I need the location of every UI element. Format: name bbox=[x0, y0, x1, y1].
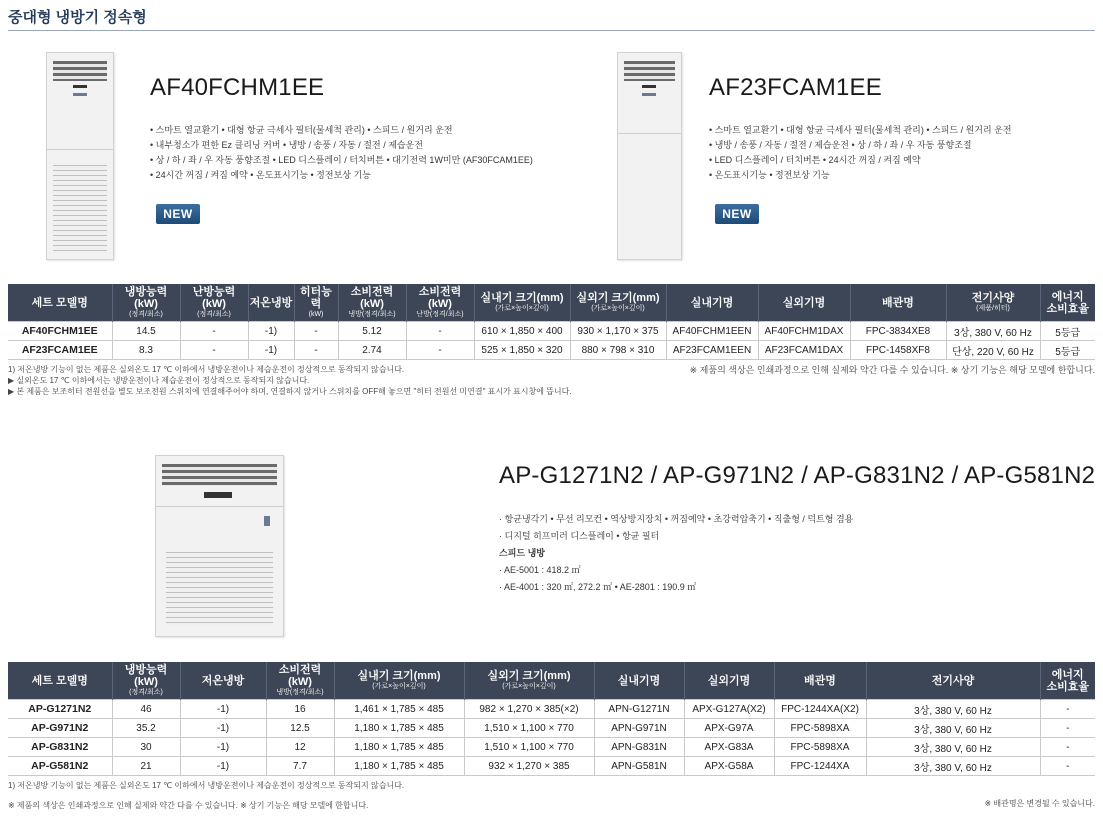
cell: 982 × 1,270 × 385(×2) bbox=[464, 700, 594, 719]
cell: 2.74 bbox=[338, 341, 406, 360]
footnote-line: 1) 저온냉방 기능이 없는 제품은 실외온도 17 ℃ 이하에서 냉방운전이나 제습운전이 정상적으로 동작되지 않습니다. bbox=[8, 781, 405, 790]
product-model-name: AF23FCAM1EE bbox=[709, 74, 882, 101]
cell: APX-G83A bbox=[684, 738, 774, 757]
disclaimer-note: ※ 제품의 색상은 인쇄과정으로 인해 실제와 약간 다를 수 있습니다. ※ 상기 기능은 해당 모델에 한합니다. bbox=[689, 365, 1095, 375]
cell: 3상, 380 V, 60 Hz bbox=[866, 719, 1040, 738]
cell: FPC-3834XE8 bbox=[850, 322, 946, 341]
pipe-note: ※ 배관명은 변경될 수 있습니다. bbox=[984, 799, 1095, 808]
spec-table-bottom bbox=[8, 662, 1095, 776]
product-feature-list bbox=[150, 123, 533, 183]
col-header-cooling: 냉방능력(kW) (정격/최소) bbox=[112, 662, 180, 700]
cell: - bbox=[294, 322, 338, 341]
col-header-model: 세트 모델명 bbox=[8, 662, 112, 700]
cell: FPC-1244XA bbox=[774, 757, 866, 776]
cell: 5등급 bbox=[1040, 322, 1095, 341]
col-header-low-temp: 저온냉방 bbox=[180, 662, 266, 700]
product-image-af23fcam1ee bbox=[617, 52, 682, 260]
col-header-outdoor-size: 실외기 크기(mm) (가로×높이×깊이) bbox=[464, 662, 594, 700]
table-row bbox=[8, 341, 1095, 360]
feature-line: • 스마트 열교환기 • 대형 항균 극세사 필터(물세척 관리) • 스피드 / 원거리 운전 bbox=[150, 125, 453, 135]
cell: -1) bbox=[248, 322, 294, 341]
cell: 525 × 1,850 × 320 bbox=[474, 341, 570, 360]
cell: 30 bbox=[112, 738, 180, 757]
cell: APN-G1271N bbox=[594, 700, 684, 719]
footnote-line: 1) 저온냉방 기능이 없는 제품은 실외온도 17 ℃ 이하에서 냉방운전이나 제습운전이 정상적으로 동작되지 않습니다. bbox=[8, 365, 405, 374]
cell-model: AF23FCAM1EE bbox=[8, 341, 112, 360]
cell: 16 bbox=[266, 700, 334, 719]
cell-model: AP-G581N2 bbox=[8, 757, 112, 776]
cell: -1) bbox=[180, 719, 266, 738]
cell: 1,180 × 1,785 × 485 bbox=[334, 757, 464, 776]
col-header-power-cool: 소비전력(kW) 냉방(정격/최소) bbox=[266, 662, 334, 700]
cell: 930 × 1,170 × 375 bbox=[570, 322, 666, 341]
cell: 21 bbox=[112, 757, 180, 776]
col-header-model: 세트 모델명 bbox=[8, 284, 112, 322]
col-header-indoor-size: 실내기 크기(mm) (가로×높이×깊이) bbox=[474, 284, 570, 322]
cell: 1,461 × 1,785 × 485 bbox=[334, 700, 464, 719]
cell: APX-G58A bbox=[684, 757, 774, 776]
cell: - bbox=[294, 341, 338, 360]
cell: 8.3 bbox=[112, 341, 180, 360]
cell: 46 bbox=[112, 700, 180, 719]
cell: - bbox=[1040, 700, 1095, 719]
table-row bbox=[8, 700, 1095, 719]
cell: 932 × 1,270 × 385 bbox=[464, 757, 594, 776]
col-header-indoor-size: 실내기 크기(mm) (가로×높이×깊이) bbox=[334, 662, 464, 700]
cell: FPC-5898XA bbox=[774, 719, 866, 738]
disclaimer-note: ※ 제품의 색상은 인쇄과정으로 인해 실제와 약간 다를 수 있습니다. ※ 상기 기능은 해당 모델에 한합니다. bbox=[8, 801, 369, 810]
cell: 3상, 380 V, 60 Hz bbox=[946, 322, 1040, 341]
cell: 3상, 380 V, 60 Hz bbox=[866, 738, 1040, 757]
cell: - bbox=[1040, 757, 1095, 776]
cell: - bbox=[406, 322, 474, 341]
cell-model: AF40FCHM1EE bbox=[8, 322, 112, 341]
footnote-line: ▶ 본 제품은 보조히터 전원선을 별도 보조전원 스위치에 연결해주어야 하며, 연결하지 않거나 스위치를 OFF해 놓으면 "히터 전원선 미연결" 표시가 표시창에 뜹니다. bbox=[8, 387, 572, 396]
feature-line: · AE-4001 : 320 ㎡, 272.2 ㎡ • AE-2801 : 190.9 ㎡ bbox=[499, 582, 697, 592]
section-title: 중대형 냉방기 정속형 bbox=[8, 9, 147, 26]
product-model-name: AF40FCHM1EE bbox=[150, 74, 325, 101]
col-header-elec: 전기사양 bbox=[866, 662, 1040, 700]
cell: 3상, 380 V, 60 Hz bbox=[866, 700, 1040, 719]
product-feature-list bbox=[499, 511, 853, 596]
cell: 단상, 220 V, 60 Hz bbox=[946, 341, 1040, 360]
cell: FPC-1458XF8 bbox=[850, 341, 946, 360]
col-header-power-heat: 소비전력(kW) 난방(정격/최소) bbox=[406, 284, 474, 322]
product-image-af40fchm1ee bbox=[46, 52, 114, 260]
cell: APX-G97A bbox=[684, 719, 774, 738]
feature-line: · 디지털 히프미러 디스플레이 • 항균 필터 bbox=[499, 531, 660, 541]
cell: AF40FCHM1DAX bbox=[758, 322, 850, 341]
cell: APN-G581N bbox=[594, 757, 684, 776]
feature-line: · AE-5001 : 418.2 ㎡ bbox=[499, 565, 581, 575]
cell: 14.5 bbox=[112, 322, 180, 341]
cell-model: AP-G831N2 bbox=[8, 738, 112, 757]
cell: - bbox=[1040, 738, 1095, 757]
table-row bbox=[8, 738, 1095, 757]
feature-line: • 온도표시기능 • 정전보상 기능 bbox=[709, 170, 830, 180]
cell: 35.2 bbox=[112, 719, 180, 738]
cell: APN-G831N bbox=[594, 738, 684, 757]
cell: -1) bbox=[248, 341, 294, 360]
product-model-name: AP-G1271N2 / AP-G971N2 / AP-G831N2 / AP-G581N2 bbox=[499, 462, 1096, 489]
col-header-elec: 전기사양 (제품/히터) bbox=[946, 284, 1040, 322]
cell: 3상, 380 V, 60 Hz bbox=[866, 757, 1040, 776]
col-header-heating: 난방능력(kW) (정격/최소) bbox=[180, 284, 248, 322]
col-header-pipe: 배관명 bbox=[850, 284, 946, 322]
col-header-pipe: 배관명 bbox=[774, 662, 866, 700]
feature-line: • 냉방 / 송풍 / 자동 / 절전 / 제습운전 • 상 / 하 / 좌 / 우 자동 풍향조절 bbox=[709, 140, 972, 150]
cell: 610 × 1,850 × 400 bbox=[474, 322, 570, 341]
cell: -1) bbox=[180, 757, 266, 776]
cell: AF23FCAM1DAX bbox=[758, 341, 850, 360]
table-row bbox=[8, 757, 1095, 776]
cell: 12 bbox=[266, 738, 334, 757]
cell: - bbox=[180, 341, 248, 360]
new-badge: NEW bbox=[715, 204, 759, 224]
cell: AF40FCHM1EEN bbox=[666, 322, 758, 341]
col-header-grade: 에너지 소비효율 bbox=[1040, 284, 1095, 322]
title-divider bbox=[8, 30, 1095, 31]
col-header-outdoor: 실외기명 bbox=[684, 662, 774, 700]
cell: 5.12 bbox=[338, 322, 406, 341]
spec-table-top bbox=[8, 284, 1095, 360]
col-header-heater: 히터능력 (kW) bbox=[294, 284, 338, 322]
col-header-outdoor: 실외기명 bbox=[758, 284, 850, 322]
cell: FPC-1244XA(X2) bbox=[774, 700, 866, 719]
cell-model: AP-G1271N2 bbox=[8, 700, 112, 719]
cell: APX-G127A(X2) bbox=[684, 700, 774, 719]
table-row bbox=[8, 322, 1095, 341]
cell: 1,180 × 1,785 × 485 bbox=[334, 719, 464, 738]
col-header-cooling: 냉방능력(kW) (정격/최소) bbox=[112, 284, 180, 322]
cell: 880 × 798 × 310 bbox=[570, 341, 666, 360]
cell: 12.5 bbox=[266, 719, 334, 738]
cell: -1) bbox=[180, 738, 266, 757]
cell: AF23FCAM1EEN bbox=[666, 341, 758, 360]
cell: 1,510 × 1,100 × 770 bbox=[464, 719, 594, 738]
feature-line: • LED 디스플레이 / 터치버튼 • 24시간 꺼짐 / 켜짐 예약 bbox=[709, 155, 921, 165]
cell: 5등급 bbox=[1040, 341, 1095, 360]
footnote-block bbox=[8, 364, 572, 397]
new-badge: NEW bbox=[156, 204, 200, 224]
feature-line: • 상 / 하 / 좌 / 우 자동 풍향조절 • LED 디스플레이 / 터치버튼 • 대기전력 1W미만 (AF30FCAM1EE) bbox=[150, 155, 533, 165]
cell: 7.7 bbox=[266, 757, 334, 776]
col-header-outdoor-size: 실외기 크기(mm) (가로×높이×깊이) bbox=[570, 284, 666, 322]
col-header-indoor: 실내기명 bbox=[594, 662, 684, 700]
table-row bbox=[8, 719, 1095, 738]
cell: 1,180 × 1,785 × 485 bbox=[334, 738, 464, 757]
product-feature-list bbox=[709, 123, 1012, 183]
col-header-grade: 에너지 소비효율 bbox=[1040, 662, 1095, 700]
feature-line: • 24시간 꺼짐 / 켜짐 예약 • 온도표시기능 • 정전보상 기능 bbox=[150, 170, 371, 180]
footnote-line: ▶ 실외온도 17 ℃ 이하에서는 냉방운전이나 제습운전이 정상적으로 동작되지 않습니다. bbox=[8, 376, 310, 385]
col-header-indoor: 실내기명 bbox=[666, 284, 758, 322]
cell-model: AP-G971N2 bbox=[8, 719, 112, 738]
cell: - bbox=[1040, 719, 1095, 738]
cell: APN-G971N bbox=[594, 719, 684, 738]
product-image-ap-g-series bbox=[155, 455, 284, 637]
feature-line: • 내부청소가 편한 Ez 클리닝 커버 • 냉방 / 송풍 / 자동 / 절전 / 제습운전 bbox=[150, 140, 423, 150]
feature-line: 스피드 냉방 bbox=[499, 548, 545, 558]
col-header-low-temp: 저온냉방 bbox=[248, 284, 294, 322]
col-header-power-cool: 소비전력(kW) 냉방(정격/최소) bbox=[338, 284, 406, 322]
cell: 1,510 × 1,100 × 770 bbox=[464, 738, 594, 757]
cell: -1) bbox=[180, 700, 266, 719]
cell: - bbox=[180, 322, 248, 341]
feature-line: • 스마트 열교환기 • 대형 항균 극세사 필터(물세척 관리) • 스피드 / 원거리 운전 bbox=[709, 125, 1012, 135]
cell: - bbox=[406, 341, 474, 360]
cell: FPC-5898XA bbox=[774, 738, 866, 757]
feature-line: · 항균냉각기 • 무선 리모컨 • 역상방지장치 • 꺼짐예약 • 초강력압축기 • 직출형 / 덕트형 겸용 bbox=[499, 514, 854, 524]
